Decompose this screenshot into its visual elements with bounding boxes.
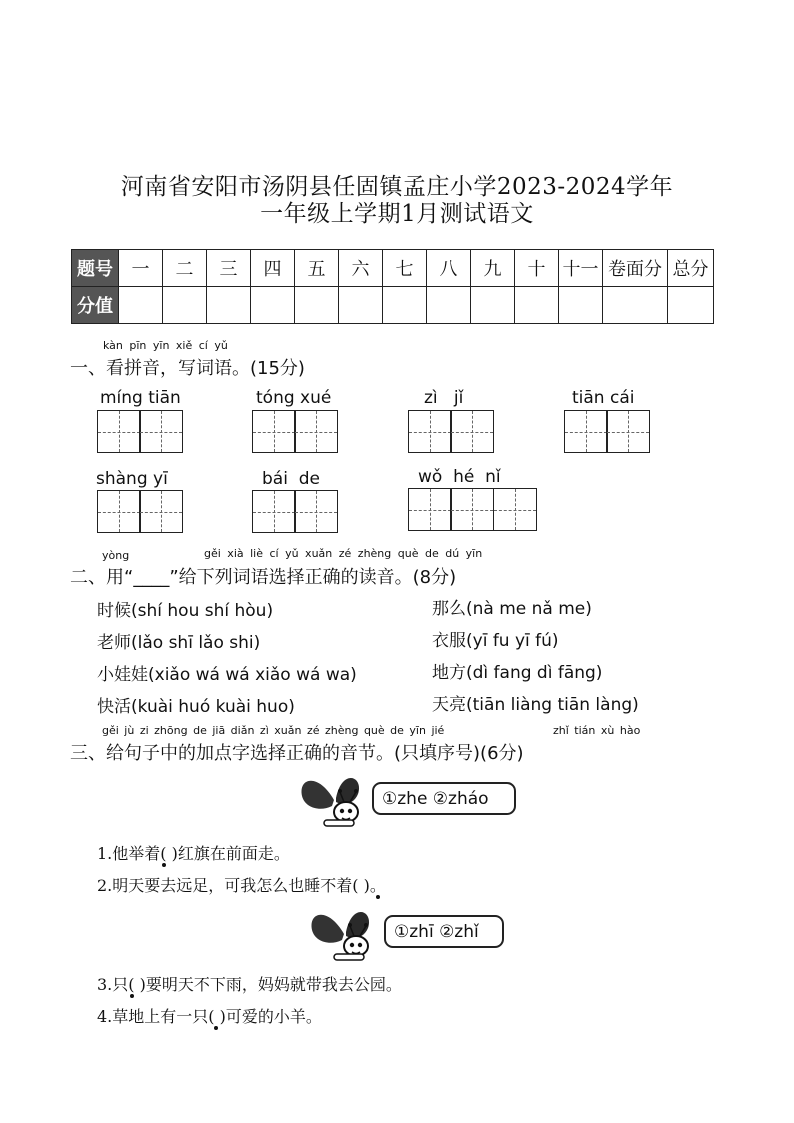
score-table: [71, 249, 714, 324]
table-header-cell: 三: [207, 250, 251, 287]
table-header-cell: 四: [251, 250, 295, 287]
word-pinyin: míng tiān: [100, 388, 181, 408]
score-cell[interactable]: [427, 287, 471, 324]
table-header-cell: 九: [471, 250, 515, 287]
table-header-cell: 七: [383, 250, 427, 287]
section3-heading: 三、给句子中的加点字选择正确的音节。(只填序号)(6分): [70, 743, 524, 764]
emphasis-dot: [130, 994, 134, 998]
section2-pinyin-yong: yòng: [102, 549, 130, 562]
question-sentence: 4.草地上有一只( )可爱的小羊。: [97, 1007, 322, 1026]
section1-heading: 一、看拼音，写词语。(15分): [70, 358, 305, 379]
butterfly-icon: [308, 904, 384, 962]
score-table-value-row: [72, 287, 714, 324]
emphasis-dot: [162, 863, 166, 867]
section2-pinyin: gěi xià liè cí yǔ xuǎn zé zhèng què de dú yīn: [204, 547, 483, 560]
word-pinyin: tiān cái: [572, 388, 635, 408]
word-pinyin: bái de: [262, 469, 320, 489]
score-cell[interactable]: [119, 287, 163, 324]
score-cell[interactable]: [559, 287, 603, 324]
reading-option: 天亮(tiān liàng tiān làng): [432, 695, 639, 715]
section2-heading: 二、用“____”给下列词语选择正确的读音。(8分): [70, 567, 457, 588]
score-cell[interactable]: [515, 287, 559, 324]
score-cell[interactable]: [471, 287, 515, 324]
emphasis-dot: [376, 895, 380, 899]
score-table-header-row: [72, 250, 714, 287]
reading-option: 那么(nà me nǎ me): [432, 599, 592, 619]
table-header-cell: 六: [339, 250, 383, 287]
title-line-2: 一年级上学期1月测试语文: [260, 201, 534, 227]
section3-pinyin: gěi jù zi zhōng de jiā diǎn zì xuǎn zé zhèng què de yīn jié: [102, 724, 445, 737]
option-box-2: ①zhī ②zhǐ: [384, 915, 504, 948]
score-cell[interactable]: [295, 287, 339, 324]
table-header-cell: 十一: [559, 250, 603, 287]
question-sentence: 1.他举着( )红旗在前面走。: [97, 844, 290, 863]
writing-grid[interactable]: [97, 490, 183, 533]
table-row-label: 分值: [72, 287, 119, 324]
score-cell[interactable]: [339, 287, 383, 324]
emphasis-dot: [214, 1026, 218, 1030]
question-sentence: 2.明天要去远足，可我怎么也睡不着( )。: [97, 876, 386, 895]
table-header-cell: 总分: [668, 250, 714, 287]
table-header-cell: 八: [427, 250, 471, 287]
reading-option: 老师(lǎo shī lǎo shi): [97, 633, 261, 653]
reading-option: 小娃娃(xiǎo wá wá xiǎo wá wa): [97, 665, 357, 685]
section3-pinyin-tail: zhǐ tián xù hào: [553, 724, 641, 737]
score-cell[interactable]: [383, 287, 427, 324]
reading-option: 衣服(yī fu yī fú): [432, 631, 559, 651]
option-box-1: ①zhe ②zháo: [372, 782, 516, 815]
writing-grid[interactable]: [97, 410, 183, 453]
score-cell[interactable]: [668, 287, 714, 324]
writing-grid[interactable]: [564, 410, 650, 453]
word-pinyin: tóng xué: [256, 388, 332, 408]
table-header-cell: 题号: [72, 250, 119, 287]
score-cell[interactable]: [603, 287, 668, 324]
title-line-1: 河南省安阳市汤阴县任固镇孟庄小学2023-2024学年: [120, 174, 674, 200]
table-header-cell: 五: [295, 250, 339, 287]
reading-option: 地方(dì fang dì fāng): [432, 663, 603, 683]
table-header-cell: 二: [163, 250, 207, 287]
table-header-cell: 十: [515, 250, 559, 287]
table-header-cell: 卷面分: [603, 250, 668, 287]
word-pinyin: shàng yī: [96, 469, 168, 489]
writing-grid[interactable]: [408, 488, 537, 531]
reading-option: 快活(kuài huó kuài huo): [97, 697, 295, 717]
word-pinyin: wǒ hé nǐ: [418, 467, 501, 487]
word-pinyin: zì jǐ: [424, 388, 464, 408]
score-cell[interactable]: [163, 287, 207, 324]
score-cell[interactable]: [207, 287, 251, 324]
question-sentence: 3.只( )要明天不下雨，妈妈就带我去公园。: [97, 975, 402, 994]
butterfly-icon: [298, 770, 374, 828]
score-cell[interactable]: [251, 287, 295, 324]
writing-grid[interactable]: [252, 410, 338, 453]
writing-grid[interactable]: [408, 410, 494, 453]
reading-option: 时候(shí hou shí hòu): [97, 601, 274, 621]
section1-pinyin: kàn pīn yīn xiě cí yǔ: [103, 339, 228, 352]
table-header-cell: 一: [119, 250, 163, 287]
writing-grid[interactable]: [252, 490, 338, 533]
